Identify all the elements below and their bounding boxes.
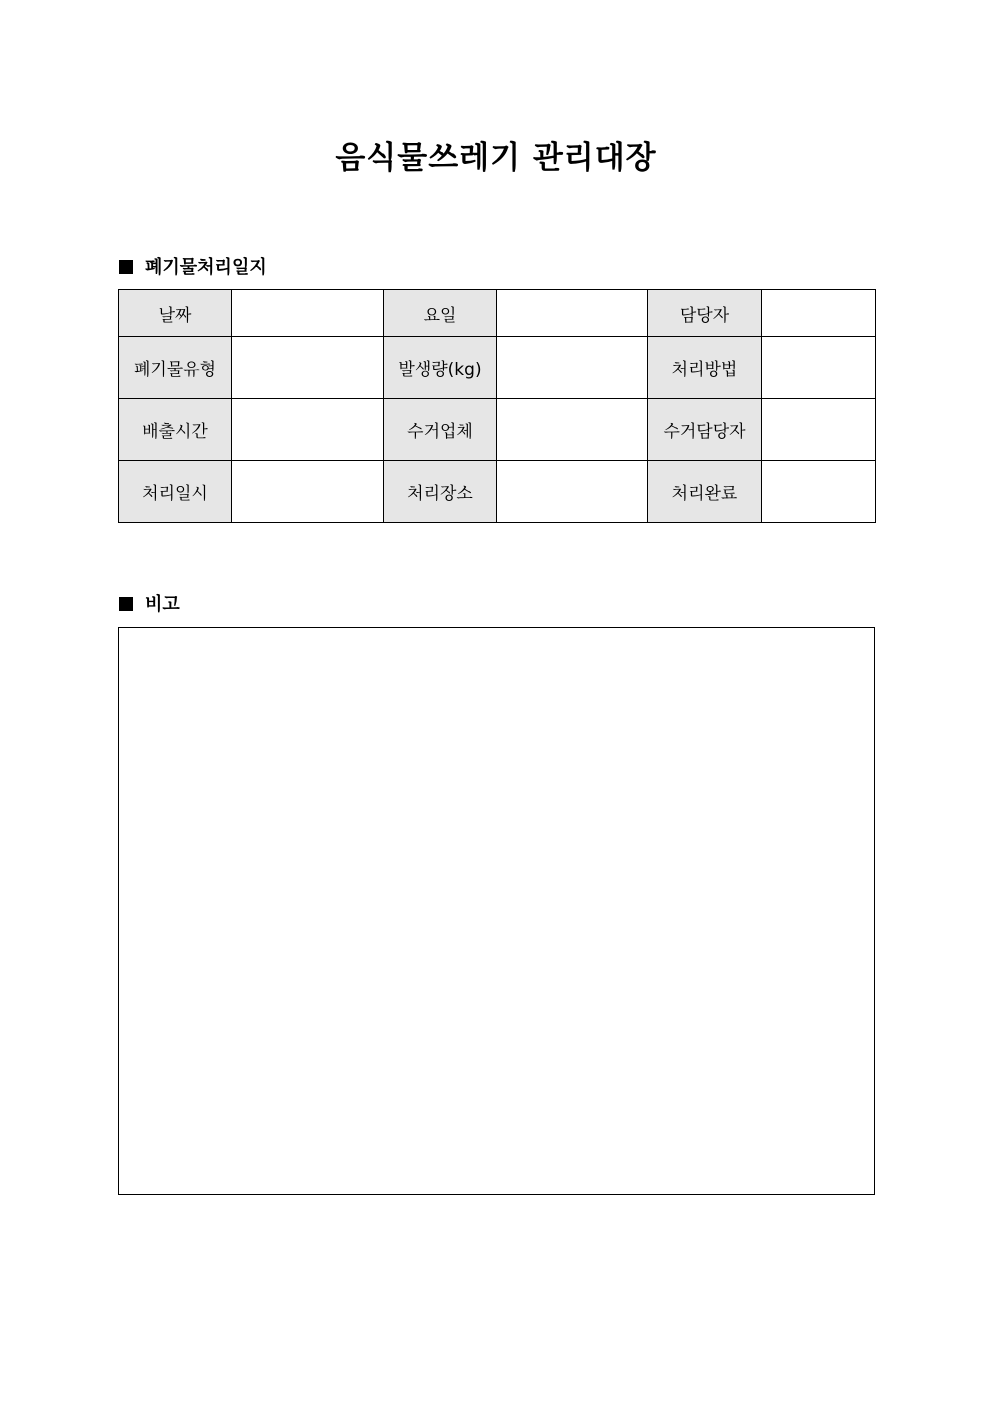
field-discharge-time[interactable] xyxy=(232,399,384,461)
field-weekday[interactable] xyxy=(497,290,648,337)
log-section-label: 폐기물처리일지 xyxy=(145,257,267,278)
label-manager: 담당자 xyxy=(648,290,762,337)
label-process-done: 처리완료 xyxy=(648,461,762,523)
table-row xyxy=(119,399,876,461)
note-box[interactable] xyxy=(118,627,875,1195)
field-process-done[interactable] xyxy=(762,461,876,523)
field-amount[interactable] xyxy=(497,337,648,399)
label-method: 처리방법 xyxy=(648,337,762,399)
label-waste-type: 폐기물유형 xyxy=(119,337,232,399)
note-section-label: 비고 xyxy=(145,594,180,615)
field-process-datetime[interactable] xyxy=(232,461,384,523)
field-manager[interactable] xyxy=(762,290,876,337)
label-amount: 발생량(kg) xyxy=(384,337,497,399)
field-waste-type[interactable] xyxy=(232,337,384,399)
table-row xyxy=(119,290,876,337)
square-bullet-icon xyxy=(119,597,133,611)
label-date: 날짜 xyxy=(119,290,232,337)
field-date[interactable] xyxy=(232,290,384,337)
label-process-place: 처리장소 xyxy=(384,461,497,523)
label-discharge-time: 배출시간 xyxy=(119,399,232,461)
field-process-place[interactable] xyxy=(497,461,648,523)
square-bullet-icon xyxy=(119,260,133,274)
table-row xyxy=(119,337,876,399)
label-collector: 수거업체 xyxy=(384,399,497,461)
field-collector[interactable] xyxy=(497,399,648,461)
label-weekday: 요일 xyxy=(384,290,497,337)
label-collector-manager: 수거담당자 xyxy=(648,399,762,461)
page-title: 음식물쓰레기 관리대장 xyxy=(335,140,657,176)
field-collector-manager[interactable] xyxy=(762,399,876,461)
label-process-datetime: 처리일시 xyxy=(119,461,232,523)
log-section-heading xyxy=(119,253,267,279)
field-method[interactable] xyxy=(762,337,876,399)
table-row xyxy=(119,461,876,523)
note-section-heading xyxy=(119,590,180,616)
waste-log-table xyxy=(118,289,876,523)
